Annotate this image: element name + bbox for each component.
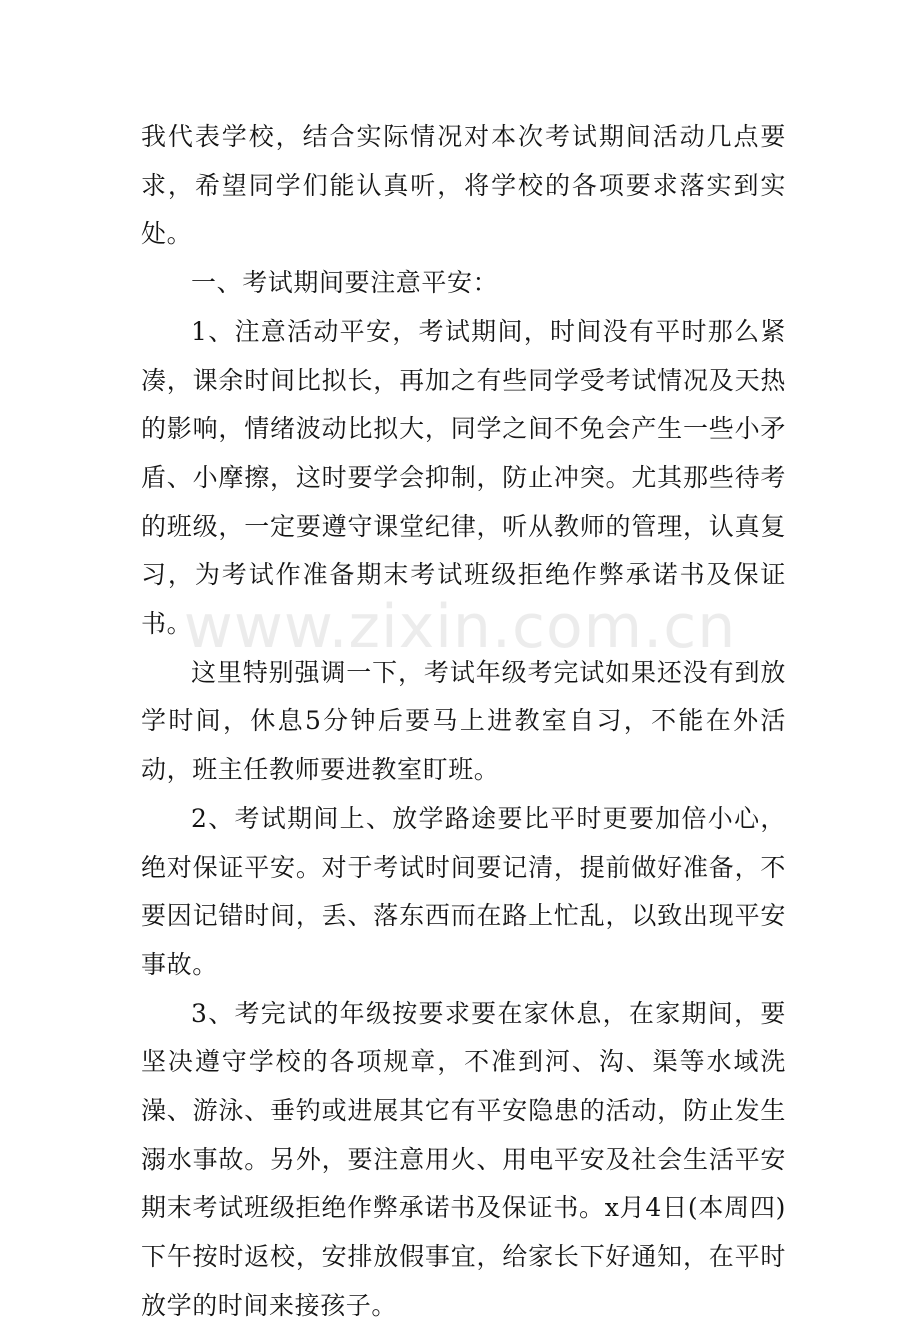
paragraph-emphasis: 这里特别强调一下，考试年级考完试如果还没有到放学时间，休息5分钟后要马上进教室自习，不能在外活动，班主任教师要进教室盯班。	[141, 657, 786, 785]
paragraph-item-3: 3、考完试的年级按要求要在家休息，在家期间，要坚决遵守学校的各项规章，不准到河、沟、渠等水域洗澡、游泳、垂钓或进展其它有平安隐患的活动，防止发生溺水事故。另外，要注意用火、用电平安及社会生活平安期末考试班级拒绝作弊承诺书及保证书。x月4日(本周四)下午按时返校，安排放假事宜，给家长下好通知，在平时放学的时间来接孩子。	[141, 998, 786, 1320]
paragraph-item-2: 2、考试期间上、放学路途要比平时更要加倍小心，绝对保证平安。对于考试时间要记清，提前做好准备，不要因记错时间，丢、落东西而在路上忙乱，以致出现平安事故。	[141, 803, 786, 979]
document-body	[141, 113, 786, 1331]
paragraph-item-1: 1、注意活动平安，考试期间，时间没有平时那么紧凑，课余时间比拟长，再加之有些同学受考试情况及天热的影响，情绪波动比拟大，同学之间不免会产生一些小矛盾、小摩擦，这时要学会抑制，防止冲突。尤其那些待考的班级，一定要遵守课堂纪律，听从教师的管理，认真复习，为考试作准备期末考试班级拒绝作弊承诺书及保证书。	[141, 316, 786, 639]
watermark: www.zixin.com.cn	[183, 592, 737, 662]
section-heading-exam-safety: 一、考试期间要注意平安：	[191, 268, 499, 298]
paragraph-intro: 我代表学校，结合实际情况对本次考试期间活动几点要求，希望同学们能认真听，将学校的各项要求落实到实处。	[141, 122, 786, 249]
